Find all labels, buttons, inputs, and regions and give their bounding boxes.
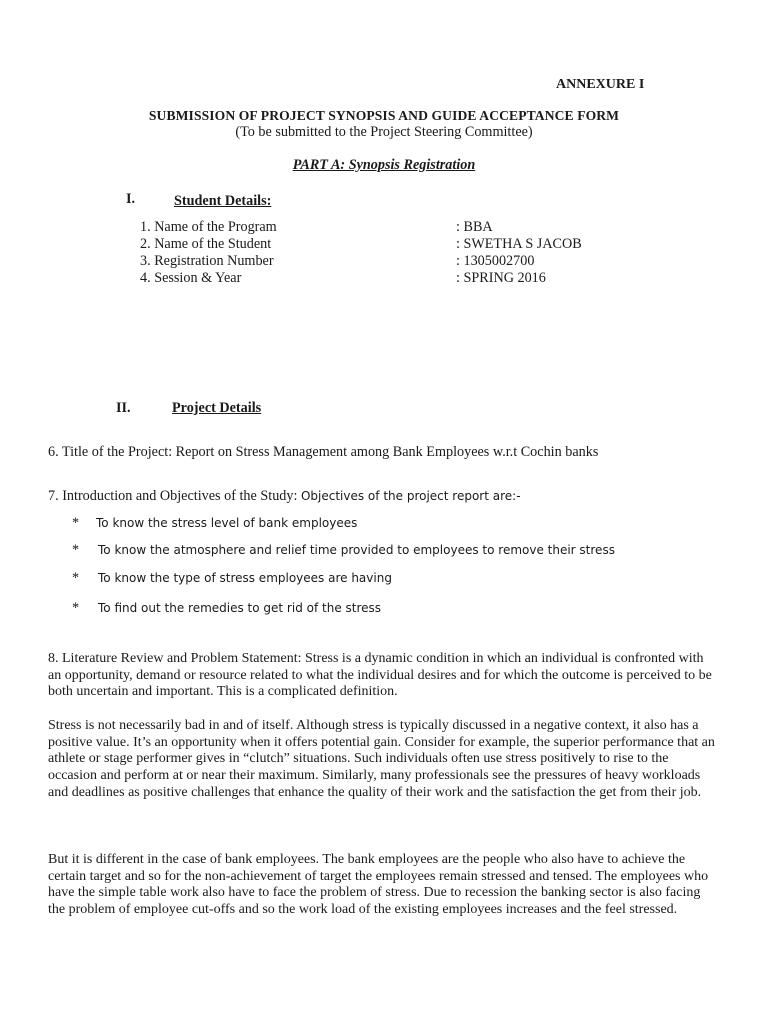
bullet-marker: * (72, 515, 80, 531)
bullet-marker: * (72, 542, 80, 558)
part-a-text: PART A: Synopsis Registration (292, 157, 476, 173)
detail-row-registration (140, 253, 700, 270)
form-title: SUBMISSION OF PROJECT SYNOPSIS AND GUIDE ACCEPTANCE FORM (148, 108, 620, 123)
annexure-label: ANNEXURE I (556, 77, 645, 92)
project-details-heading: Project Details (172, 400, 262, 416)
objectives-label: 7. Introduction and Objectives of the Study: (48, 488, 301, 504)
form-subtitle: (To be submitted to the Project Steering Committee) (235, 124, 533, 140)
detail-value: : BBA (456, 219, 493, 235)
objectives-heading: Objectives of the project report are:- (300, 489, 521, 503)
detail-label: 2. Name of the Student (140, 236, 272, 252)
section-2-numeral: II. (116, 400, 131, 416)
detail-value: : SWETHA S JACOB (456, 236, 582, 252)
objectives-line (48, 488, 521, 505)
objective-text: To know the type of stress employees are having (98, 571, 392, 585)
bank-employees-paragraph: But it is different in the case of bank employees. The bank employees are the people who also have to achieve the certain target and so for the non-achievement of target the employees remain stressed and tensed. The employees who have the simple table work also have to face the problem of stress. Due to recession the banking sector is also facing the problem of employee cut-offs and so the work load of the existing employees increases and the feel stressed. (48, 852, 709, 918)
stress-positive-paragraph: Stress is not necessarily bad in and of itself. Although stress is typically discussed in a negative context, it also has a positive value. It’s an opportunity when it offers potential gain. Consider for example, the superior performance that an athlete or stage performer gives in “clutch” situations. Such individuals often use stress positively to rise to the occasion and perform at or near their maximum. Similarly, many professionals see the pressures of heavy workloads and deadlines as positive challenges that enhance the quality of their work and the satisfaction the get from their job. (48, 718, 715, 800)
section-1-numeral: I. (126, 191, 136, 207)
detail-value: : SPRING 2016 (456, 270, 546, 286)
bullet-marker: * (72, 570, 80, 586)
part-a-heading (0, 157, 768, 174)
objective-text: To find out the remedies to get rid of the stress (98, 601, 382, 615)
detail-label: 4. Session & Year (140, 270, 242, 286)
detail-row-program (140, 219, 700, 236)
detail-label: 3. Registration Number (140, 253, 274, 269)
detail-value: : 1305002700 (456, 253, 535, 269)
literature-review-paragraph: 8. Literature Review and Problem Statement: Stress is a dynamic condition in which an individual is confronted with an opportunity, demand or resource related to what the individual desires and for which the outcome is perceived to be both uncertain and important. This is a complicated definition. (48, 651, 712, 700)
objective-text: To know the stress level of bank employees (96, 516, 358, 530)
detail-row-student (140, 236, 700, 253)
detail-row-session (140, 270, 700, 287)
bullet-marker: * (72, 600, 80, 616)
objective-text: To know the atmosphere and relief time provided to employees to remove their stress (98, 543, 615, 557)
project-title-line: 6. Title of the Project: Report on Stress Management among Bank Employees w.r.t Cochin banks (48, 444, 599, 460)
detail-label: 1. Name of the Program (140, 219, 277, 235)
student-details-heading: Student Details: (174, 193, 272, 209)
